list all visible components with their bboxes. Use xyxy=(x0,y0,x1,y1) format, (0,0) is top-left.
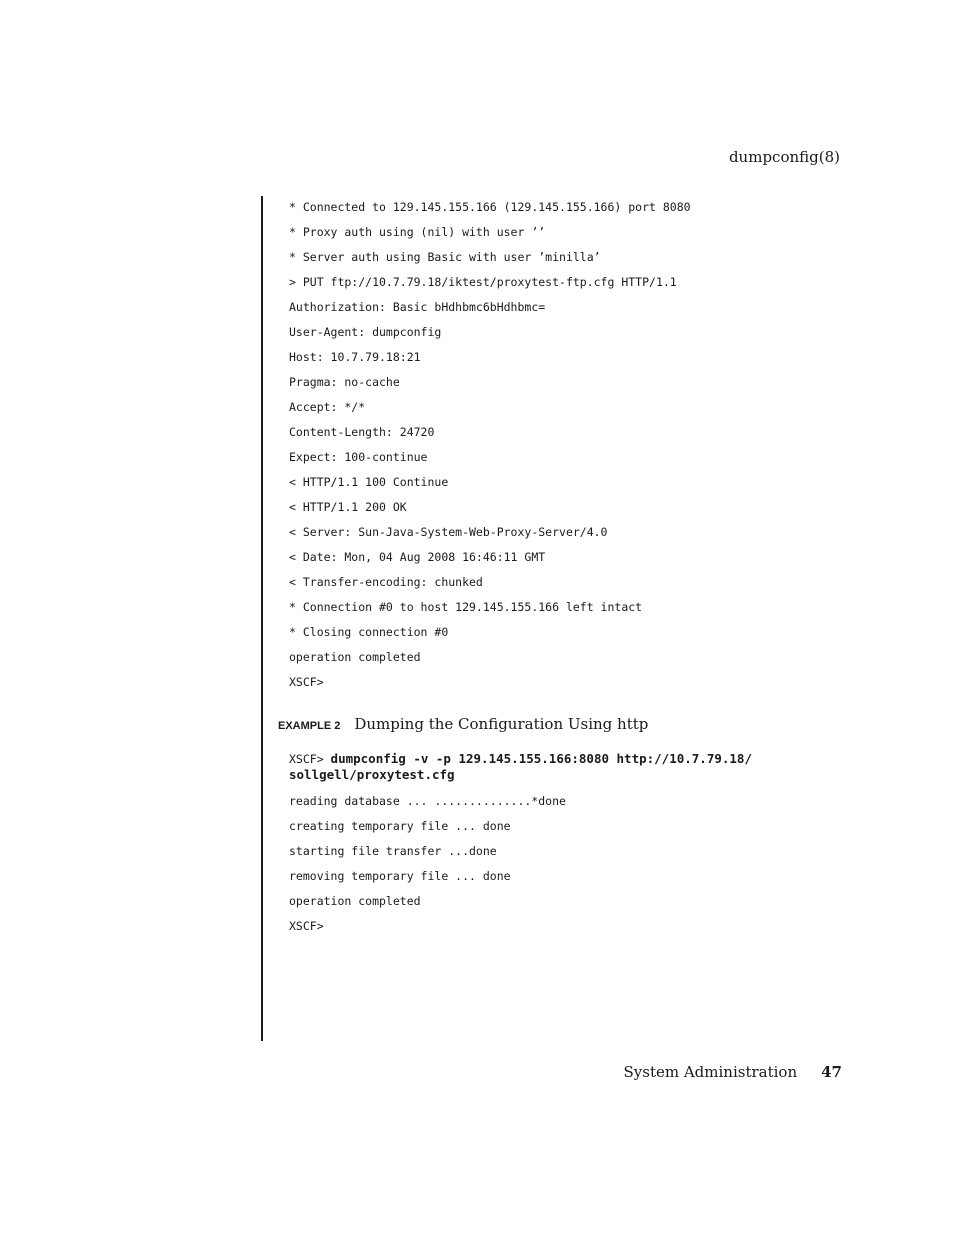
code-line: operation completed xyxy=(289,894,421,908)
code-line: starting file transfer ...done xyxy=(289,844,497,858)
code-line: User-Agent: dumpconfig xyxy=(289,325,442,339)
code-line: operation completed xyxy=(289,650,421,664)
code-line: * Closing connection #0 xyxy=(289,625,449,639)
code-block-output xyxy=(289,199,691,699)
code-line: removing temporary file ... done xyxy=(289,869,511,883)
example-title: Dumping the Configuration Using http xyxy=(354,715,649,733)
code-line: Authorization: Basic bHdhbmc6bHdhbmc= xyxy=(289,300,546,314)
command-text-line-2: sollgell/proxytest.cfg xyxy=(289,767,455,782)
code-line: * Server auth using Basic with user ’minilla’ xyxy=(289,250,601,264)
code-line: < Transfer-encoding: chunked xyxy=(289,575,483,589)
command-block xyxy=(289,751,752,783)
command-prompt: XSCF> xyxy=(289,752,331,766)
code-line: XSCF> xyxy=(289,675,324,689)
code-line: < Date: Mon, 04 Aug 2008 16:46:11 GMT xyxy=(289,550,546,564)
code-line: Host: 10.7.79.18:21 xyxy=(289,350,421,364)
code-block-example xyxy=(289,751,752,943)
change-bar xyxy=(261,196,263,1041)
code-line: Content-Length: 24720 xyxy=(289,425,435,439)
code-line: Pragma: no-cache xyxy=(289,375,400,389)
page-number: 47 xyxy=(821,1063,842,1081)
running-header-title: dumpconfig(8) xyxy=(728,148,840,166)
code-line: < HTTP/1.1 200 OK xyxy=(289,500,407,514)
code-line: * Proxy auth using (nil) with user ’’ xyxy=(289,225,546,239)
code-line: reading database ... ..............*done xyxy=(289,794,566,808)
code-line: < Server: Sun-Java-System-Web-Proxy-Server/4.0 xyxy=(289,525,608,539)
example-label: EXAMPLE 2 xyxy=(278,720,341,732)
command-text-line-1: dumpconfig -v -p 129.145.155.166:8080 http://10.7.79.18/ xyxy=(330,751,752,766)
code-line: * Connection #0 to host 129.145.155.166 left intact xyxy=(289,600,643,614)
code-line: * Connected to 129.145.155.166 (129.145.155.166) port 8080 xyxy=(289,200,691,214)
code-line: > PUT ftp://10.7.79.18/iktest/proxytest-ftp.cfg HTTP/1.1 xyxy=(289,275,677,289)
code-line: XSCF> xyxy=(289,919,324,933)
code-line: Expect: 100-continue xyxy=(289,450,428,464)
footer-section-title: System Administration xyxy=(623,1063,798,1081)
code-line: < HTTP/1.1 100 Continue xyxy=(289,475,449,489)
code-line: Accept: */* xyxy=(289,400,366,414)
example-heading xyxy=(278,715,648,734)
code-line: creating temporary file ... done xyxy=(289,819,511,833)
page-footer xyxy=(624,1063,843,1081)
